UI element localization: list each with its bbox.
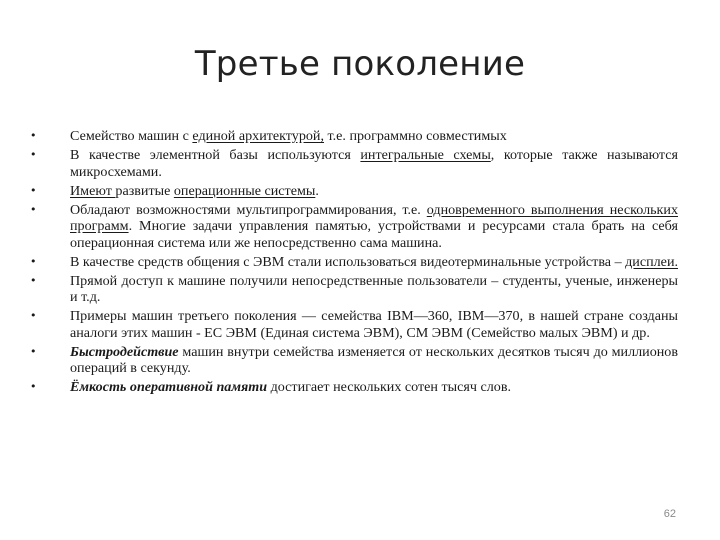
- bullet-text-segment: Примеры машин третьего поколения — семейства IBM—360, IBM—370, в нашей стране созданы аналоги этих машин - ЕС ЭВМ (Единая система ЭВМ), СМ ЭВМ (Семейство малых ЭВМ) и др.: [70, 308, 678, 341]
- bullet-dot-icon: •: [30, 254, 37, 268]
- bullet-text-segment: Прямой доступ к машине получили непосредственные пользователи – студенты, ученые, инженеры и т.д.: [70, 272, 678, 305]
- bullet-text-segment: т.е. программно совместимых: [324, 128, 507, 144]
- bullet-item: [30, 202, 678, 252]
- bullet-text-segment: развитые: [115, 182, 174, 199]
- bullet-dot-icon: •: [30, 380, 37, 393]
- bullet-item: [30, 254, 678, 271]
- bullet-text-segment: операционные системы: [173, 182, 316, 199]
- bullet-text-segment: одновременного выполнения нескольких программ: [70, 201, 678, 234]
- bullet-dot-icon: •: [30, 202, 37, 216]
- bullet-dot-icon: •: [30, 273, 37, 287]
- bullet-dot-icon: •: [30, 129, 37, 142]
- bullet-text-segment: Обладают возможностями мультипрограммирования, т.е.: [70, 201, 427, 218]
- bullet-text-segment: . Многие задачи управления памятью, устройствами и ресурсами стала брать на себя операционная система или же непосредственно сама машина.: [70, 218, 678, 251]
- bullet-dot-icon: •: [30, 183, 37, 197]
- bullet-dot-icon: •: [30, 344, 37, 358]
- slide-title: Третье поколение: [194, 44, 526, 84]
- bullet-text-segment: Имеют: [70, 182, 116, 199]
- bullet-text-segment: машин внутри семейства изменяется от нескольких десятков тысяч до миллионов операций в секунду.: [70, 343, 678, 376]
- bullet-item: [30, 344, 678, 377]
- bullet-item: [30, 128, 678, 145]
- bullet-text-segment: дисплеи.: [625, 253, 679, 270]
- bullet-text-segment: Быстродействие: [70, 343, 179, 360]
- bullet-text-segment: В качестве элементной базы используются: [70, 147, 361, 163]
- bullet-text-segment: Семейство машин с: [70, 128, 193, 144]
- bullet-text-segment: достигает нескольких сотен тысяч слов.: [267, 379, 511, 395]
- bullet-text-segment: интегральные схемы: [360, 147, 491, 163]
- bullet-text-segment: В качестве средств общения с ЭВМ стали использоваться видеотерминальные устройства –: [70, 253, 626, 270]
- bullet-text-segment: Ёмкость оперативной памяти: [70, 379, 268, 395]
- bullet-item: [30, 183, 678, 200]
- bullet-dot-icon: •: [30, 148, 37, 161]
- bullet-item: [30, 379, 678, 396]
- bullet-text-segment: .: [315, 182, 319, 199]
- page-number: 62: [663, 508, 676, 520]
- bullet-dot-icon: •: [30, 309, 37, 322]
- bullet-item: [30, 273, 678, 306]
- bullet-text-segment: единой архитектурой,: [192, 128, 324, 144]
- bullet-list: [30, 128, 678, 396]
- bullet-item: [30, 147, 678, 180]
- bullet-text-segment: , которые также называются микросхемами.: [70, 147, 678, 180]
- bullet-item: [30, 308, 678, 341]
